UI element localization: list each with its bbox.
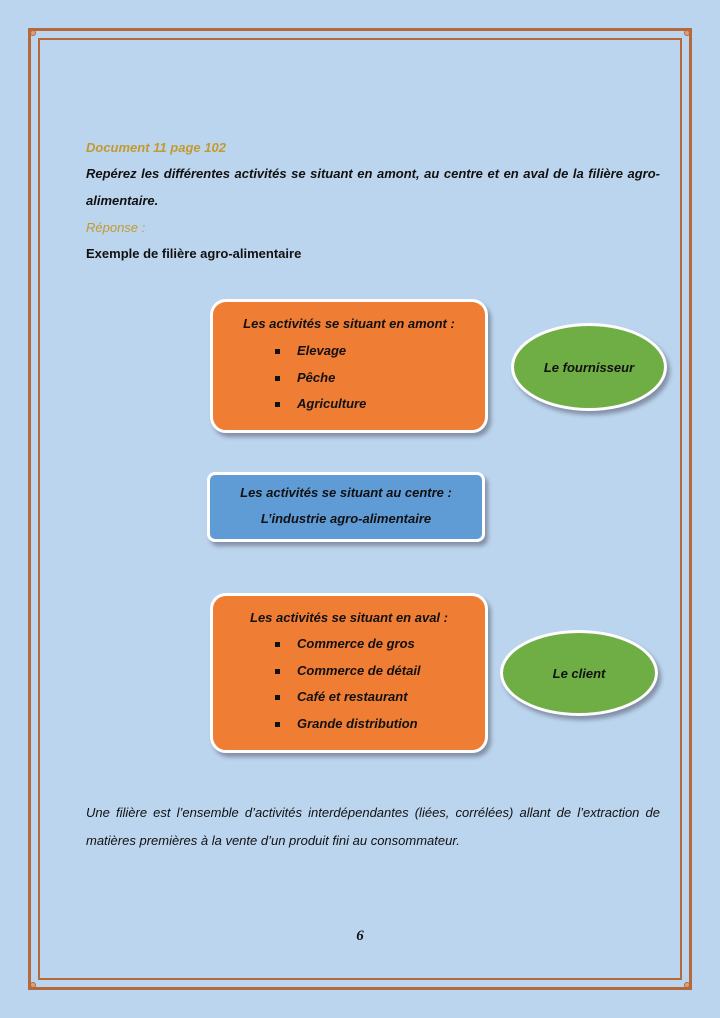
client-ellipse: Le client [500,630,658,716]
list-item: Elevage [275,338,366,365]
example-title: Exemple de filière agro-alimentaire [86,246,302,261]
upstream-list [275,338,366,418]
downstream-title: Les activités se situant en aval : [250,610,448,625]
list-item: Commerce de gros [275,631,421,658]
document-heading: Document 11 page 102 [86,140,226,155]
question-text: Repérez les différentes activités se situant en amont, au centre et en aval de la filière agro-alimentaire. [86,166,660,208]
downstream-list [275,631,421,737]
list-item: Café et restaurant [275,684,421,711]
list-item: Agriculture [275,391,366,418]
corner-ornament [684,982,690,988]
corner-ornament [30,30,36,36]
center-title: Les activités se situant au centre : [240,485,452,500]
upstream-title: Les activités se situant en amont : [243,316,455,331]
corner-ornament [684,30,690,36]
list-item: Commerce de détail [275,658,421,685]
center-item: L’industrie agro-alimentaire [260,511,432,526]
list-item: Grande distribution [275,711,421,738]
answer-label: Réponse : [86,220,146,235]
page-number: 6 [356,928,364,944]
upstream-activities-box [210,299,488,433]
supplier-ellipse: Le fournisseur [511,323,667,411]
definition-text: Une filière est l’ensemble d’activités interdépendantes (liées, corrélées) allant de l’extraction de matières premières à la vente d’un produit fini au consommateur. [86,805,660,848]
center-activities-box [207,472,485,542]
downstream-activities-box [210,593,488,753]
list-item: Pêche [275,365,366,392]
corner-ornament [30,982,36,988]
